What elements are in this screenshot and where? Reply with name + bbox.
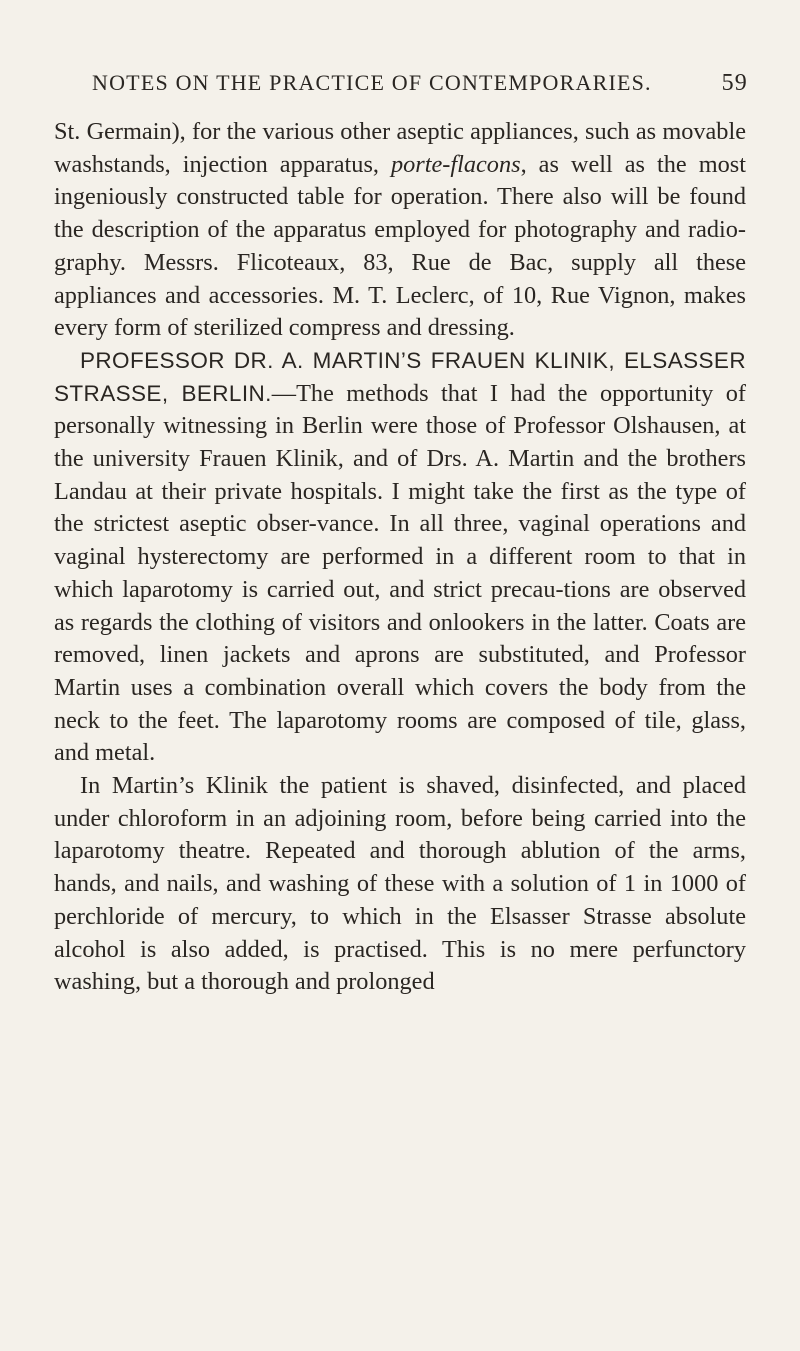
paragraph-3 (54, 770, 746, 999)
paragraph-2-text: —The methods that I had the opportunity of personally witnessing in Berlin were those of Professor Olshausen, at the university Frauen Klinik, and of Drs. A. Martin and the brothers Landau at their private hospitals. I might take the first as the type of the strictest aseptic obser-vance. In all three, vaginal operations and vaginal hysterectomy are performed in a different room to that in which laparotomy is carried out, and strict precau-tions are observed as regards the clothing of visitors and onlookers in the latter. Coats are removed, linen jackets and aprons are substituted, and Professor Martin uses a combination overall which covers the body from the neck to the feet. The laparotomy rooms are composed of tile, glass, and metal. (54, 379, 746, 767)
paragraph-3-text: In Martin’s Klinik the patient is shaved, disinfected, and placed under chloroform in an adjoining room, before being carried into the laparotomy theatre. Repeated and thorough ablution of the arms, hands, and nails, and washing of these with a solution of 1 in 1000 of perchloride of mercury, to which in the Elsasser Strasse absolute alcohol is also added, is practised. This is no mere perfunctory washing, but a thorough and prolonged (54, 772, 746, 996)
italic-term: porte-flacons (391, 150, 521, 178)
page-number: 59 (721, 70, 748, 96)
paragraph-1-text-start: St. Germain), for the various other aseptic appliances, such as movable washstands, injection apparatus, (54, 118, 746, 178)
paragraph-1 (54, 116, 746, 345)
paragraph-1-text-end: , as well as the most ingeniously constructed table for operation. There also will be found the description of the apparatus employed for photography and radio-graphy. Messrs. Flicoteaux, 83, Rue de Bac, supply all these appliances and accessories. M. T. Leclerc, of 10, Rue Vignon, makes every form of sterilized compress and dressing. (54, 150, 746, 342)
body-text (54, 116, 746, 999)
paragraph-2 (54, 345, 746, 770)
running-header (92, 70, 748, 97)
running-title: NOTES ON THE PRACTICE OF CONTEMPORARIES. (92, 70, 652, 95)
section-heading: PROFESSOR DR. A. MARTIN’S FRAUEN KLINIK, ELSASSER STRASSE, BERLIN. (54, 347, 746, 406)
